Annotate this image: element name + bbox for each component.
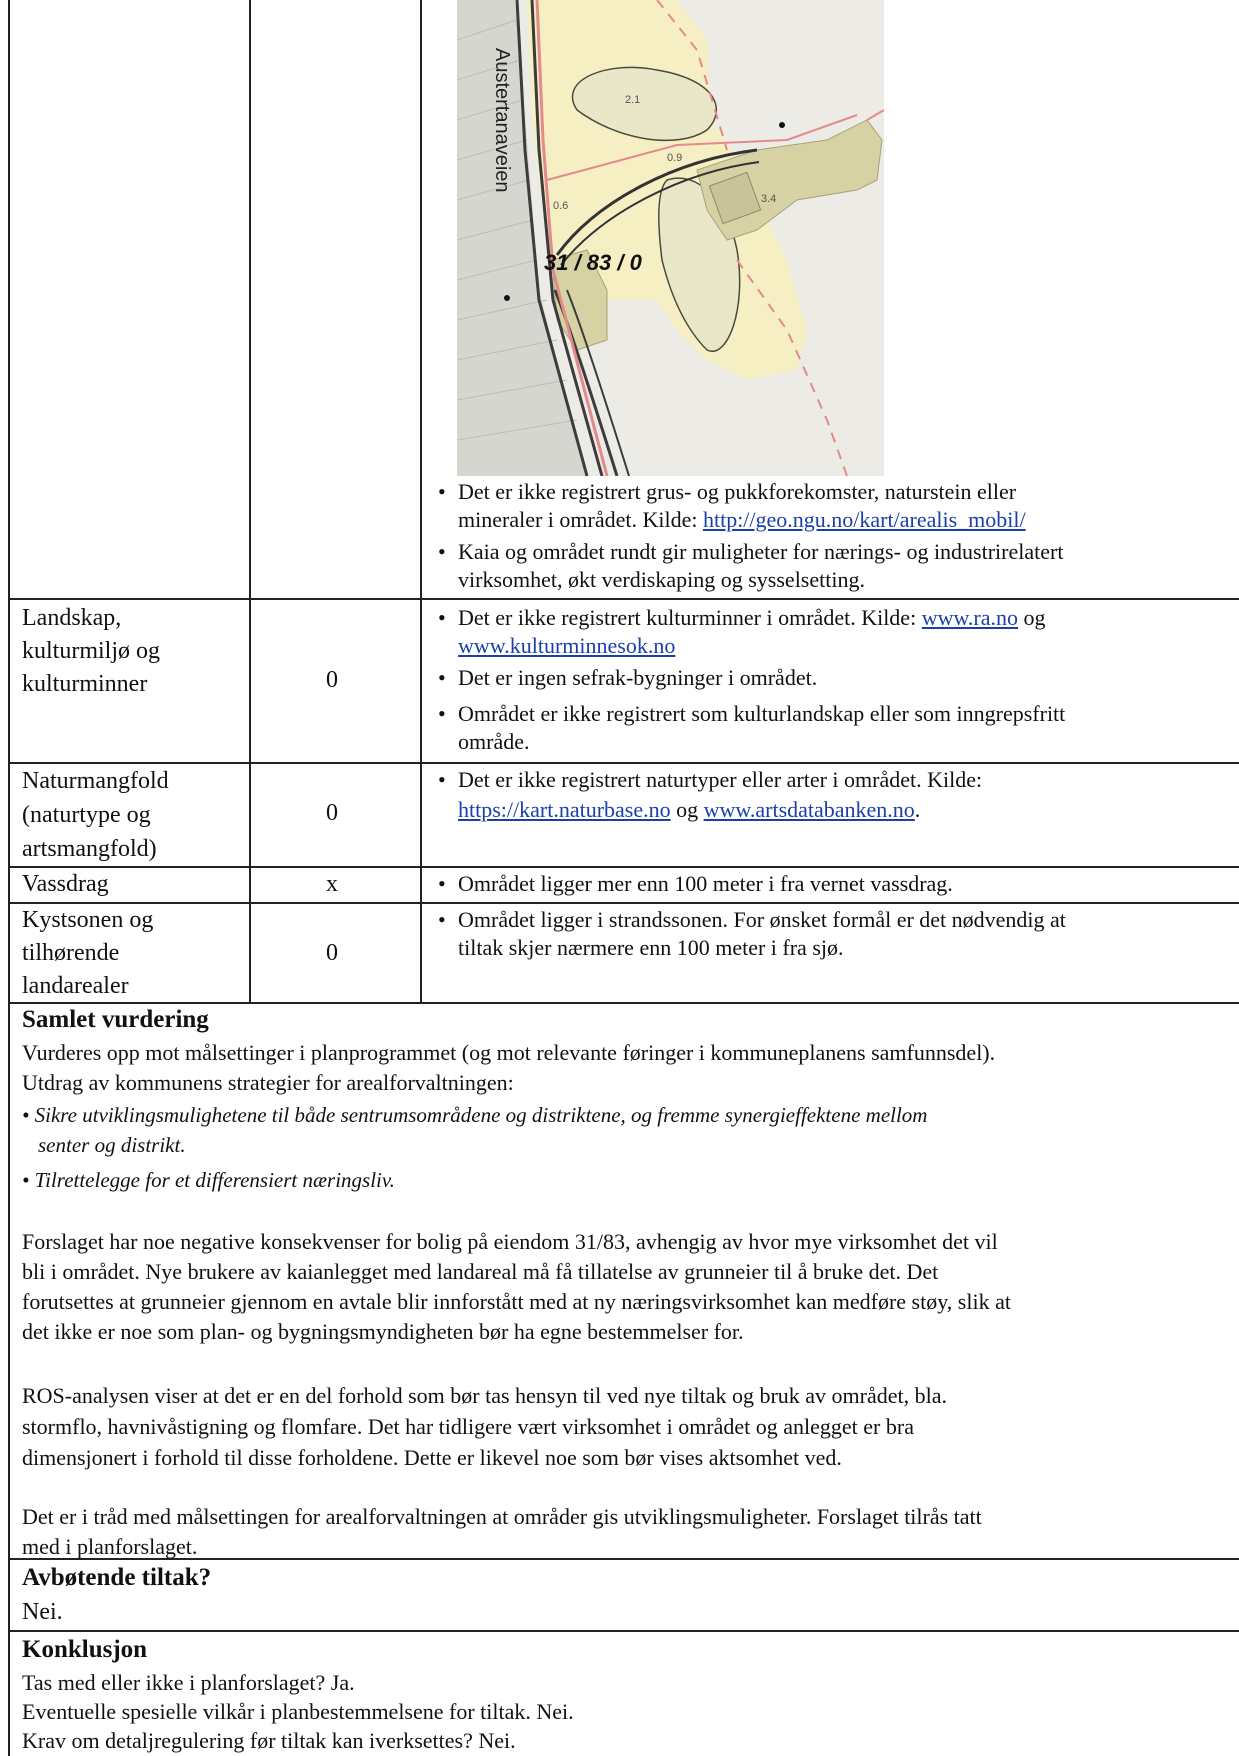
- list-item: [438, 478, 1016, 506]
- bullet-icon: •: [438, 701, 446, 726]
- list-item: [458, 796, 920, 824]
- row-label-kystsonen: Kystsonen og tilhørende landarealer: [22, 907, 154, 999]
- ngu-link[interactable]: http://geo.ngu.no/kart/arealis_mobil/: [702, 507, 1026, 532]
- avbotende-text: Nei.: [22, 1599, 63, 1625]
- list-item: [438, 664, 817, 692]
- samlet-intro-2: Utdrag av kommunens strategier for arealforvaltningen:: [22, 1070, 514, 1095]
- bullet-icon: •: [22, 1103, 35, 1127]
- bullet-text: Det er ikke registrert kulturminner i området. Kilde:: [458, 605, 922, 630]
- map-area-label-4: 3.4: [761, 193, 777, 205]
- strategy-item: senter og distrikt.: [38, 1133, 186, 1157]
- bullet-icon: •: [438, 479, 446, 504]
- bullet-icon: •: [22, 1168, 35, 1192]
- bullet-text: Kaia og området rundt gir muligheter for nærings- og industrirelatert: [458, 539, 1064, 564]
- list-item: [438, 766, 982, 794]
- section-divider-avbotende: [8, 1630, 1239, 1632]
- strategy-item: • Tilrettelegge for et differensiert næringsliv.: [22, 1168, 395, 1192]
- list-item: [438, 870, 953, 898]
- map-area-label-2: 0.9: [667, 152, 683, 164]
- row-score: x: [326, 871, 338, 897]
- bullet-text: område.: [458, 729, 530, 754]
- row-score: 0: [326, 940, 338, 966]
- ra-link[interactable]: www.ra.no: [921, 605, 1019, 630]
- bullet-text: Området ligger mer enn 100 meter i fra vernet vassdrag.: [458, 871, 953, 896]
- avbotende-heading: Avbøtende tiltak?: [22, 1564, 212, 1591]
- list-item: [458, 506, 1026, 534]
- bullet-text: Det er ikke registrert grus- og pukkforekomster, naturstein eller: [458, 479, 1017, 504]
- map-area-label-1: 2.1: [625, 94, 641, 106]
- samlet-paragraph-2: ROS-analysen viser at det er en del forhold som bør tas hensyn til ved nye tiltak og bruk av området, bla. stormflo, havnivåstigning og flomfare. Det har tidligere vært virksomhet i området og anlegget er bra dimensjonert i forhold til disse forholdene. Dette er likevel noe som bør vises aktsomhet ved.: [22, 1383, 947, 1470]
- bullet-icon: •: [438, 767, 446, 792]
- bullet-text: virksomhet, økt verdiskaping og sysselsetting.: [458, 567, 865, 592]
- bullet-text: Området er ikke registrert som kulturlandskap eller som inngrepsfritt: [458, 701, 1066, 726]
- bullet-text: og: [1018, 605, 1046, 630]
- samlet-heading: Samlet vurdering: [22, 1006, 209, 1033]
- row-label-landskap: Landskap, kulturmiljø og kulturminner: [22, 605, 160, 697]
- bullet-text: Det er ikke registrert naturtyper eller arter i området. Kilde:: [458, 767, 983, 792]
- bullet-text: Området ligger i strandssonen. For ønsket formål er det nødvendig at: [458, 907, 1066, 932]
- bullet-text: .: [914, 797, 921, 822]
- row-label-vassdrag: Vassdrag: [22, 871, 109, 897]
- row-score: 0: [326, 667, 338, 693]
- samlet-paragraph-1: Forslaget har noe negative konsekvenser for bolig på eiendom 31/83, avhengig av hvor mye virksomhet det vil bli i området. Nye brukere av kaianlegget med landareal må få tillatelse av grunneier til å bruke det. Det forutsettes at grunneier gjennom en avtale blir innforstått med at ny næringsvirksomhet kan medføre støy, slik at det ikke er noe som plan- og bygningsmyndigheten bør ha egne bestemmelser for.: [22, 1229, 1011, 1344]
- row-divider-2: [8, 762, 1239, 764]
- row-divider-4: [8, 902, 1239, 904]
- list-item: [458, 728, 529, 756]
- kulturminnesok-link[interactable]: www.kulturminnesok.no: [458, 633, 676, 658]
- lower-left-border: [8, 1002, 10, 1756]
- site-map: [457, 0, 884, 476]
- strategy-item: • Sikre utviklingsmulighetene til både sentrumsområdene og distriktene, og fremme synergieffektene mellom: [22, 1103, 928, 1127]
- konklusjon-text: Tas med eller ikke i planforslaget? Ja. Eventuelle spesielle vilkår i planbestemmelsene for tiltak. Nei. Krav om detaljregulering før tiltak kan iverksettes? Nei.: [22, 1670, 574, 1753]
- samlet-paragraph-3: Det er i tråd med målsettingen for arealforvaltningen at områder gis utviklingsmuligheter. Forslaget tilrås tatt med i planforslaget.: [22, 1504, 982, 1559]
- bullet-icon: •: [438, 665, 446, 690]
- bullet-icon: •: [438, 871, 446, 896]
- map-property-label: 31 / 83 / 0: [544, 250, 642, 275]
- bullet-text: mineraler i området. Kilde:: [458, 507, 703, 532]
- list-item: [458, 632, 675, 660]
- bullet-text: Det er ingen sefrak-bygninger i området.: [458, 665, 818, 690]
- map-area-label-3: 0.6: [553, 200, 569, 212]
- bullet-text: og: [670, 797, 704, 822]
- table-col2-divider: [420, 0, 422, 1004]
- row-label-naturmangfold: Naturmangfold (naturtype og artsmangfold): [22, 768, 169, 862]
- row-divider-1: [8, 598, 1239, 600]
- table-left-border: [8, 0, 10, 1004]
- row-divider-3: [8, 866, 1239, 868]
- row-score: 0: [326, 800, 338, 826]
- bullet-icon: •: [438, 605, 446, 630]
- list-item: [458, 566, 865, 594]
- bullet-text: tiltak skjer nærmere enn 100 meter i fra sjø.: [458, 935, 844, 960]
- list-item: [438, 906, 1066, 934]
- list-item: [438, 604, 1046, 632]
- konklusjon-heading: Konklusjon: [22, 1636, 148, 1663]
- map-road-label: Austertanaveien: [491, 48, 513, 193]
- list-item: [438, 538, 1063, 566]
- naturbase-link[interactable]: https://kart.naturbase.no: [458, 797, 671, 822]
- bullet-icon: •: [438, 539, 446, 564]
- artsdatabanken-link[interactable]: www.artsdatabanken.no: [703, 797, 915, 822]
- list-item: [458, 934, 844, 962]
- list-item: [438, 700, 1065, 728]
- table-col1-divider: [249, 0, 251, 1004]
- bullet-icon: •: [438, 907, 446, 932]
- site-map-graphic: [457, 0, 884, 476]
- samlet-intro-1: Vurderes opp mot målsettinger i planprogrammet (og mot relevante føringer i kommuneplanens samfunnsdel).: [22, 1040, 996, 1065]
